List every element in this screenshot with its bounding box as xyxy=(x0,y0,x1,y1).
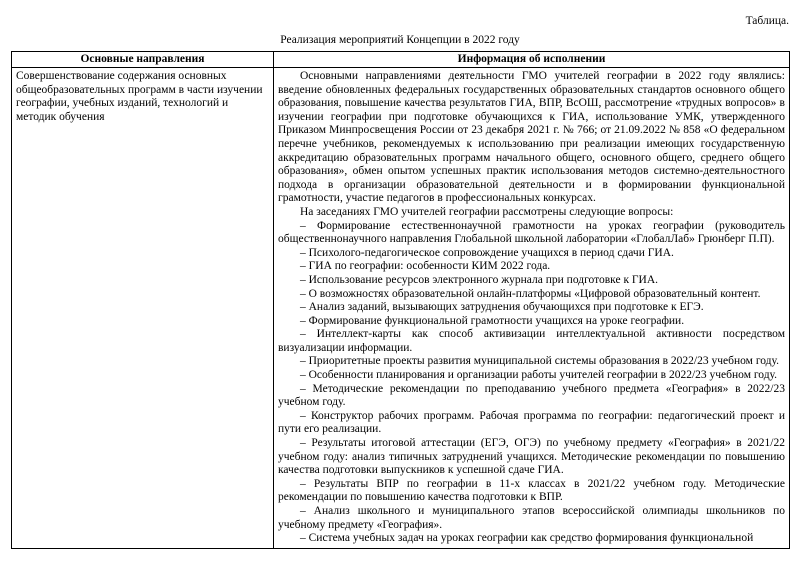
cell-direction xyxy=(12,68,274,549)
information-paragraph: – Анализ заданий, вызывающих затруднения обучающихся при подготовке к ЕГЭ. xyxy=(300,301,704,314)
information-paragraph: – Использование ресурсов электронного журнала при подготовке к ГИА. xyxy=(300,273,659,286)
column-header-information: Информация об исполнении xyxy=(274,52,790,68)
information-paragraph: – Методические рекомендации по преподаванию учебного предмета «География» в 2022/23 учебном году. xyxy=(278,382,785,409)
information-paragraph: Основными направлениями деятельности ГМО учителей географии в 2022 году являлись: введение обновленных федеральных государственных образовательных стандартов основного общего образования, повышение качества результатов ГИА, ВПР, ВсОШ, рассмотрение «трудных вопросов» в изучении географии при подготовке обучающихся к ГИА, использование УМК, утвержденного Приказом Минпросвещения России от 23 декабря 2021 г. № 766; от 21.09.2022 № 858 «О федеральном перечне учебников, рекомендуемых к использованию при реализации имеющих государственную аккредитацию образовательных программ начального общего, основного общего, среднего общего образования», обмен опытом успешных практик использования методов системно-деятельностного подхода в организации образовательной деятельности и в формировании функциональной грамотности, участие педагогов в профессиональных конкурсах. xyxy=(278,70,785,205)
information-paragraph: – ГИА по географии: особенности КИМ 2022 года. xyxy=(300,260,551,273)
implementation-table xyxy=(11,51,790,549)
page-title: Реализация мероприятий Концепции в 2022 году xyxy=(280,34,520,46)
information-paragraph: – Результаты итоговой аттестации (ЕГЭ, ОГЭ) по учебному предмету «География» в 2021/22 учебном году: анализ типичных затруднений учащихся. Методические рекомендации по повышению качества подготовки выпускников к успешной сдаче ГИА. xyxy=(278,437,785,477)
information-paragraph: – Конструктор рабочих программ. Рабочая программа по географии: педагогический проект и пути его реализации. xyxy=(278,409,785,436)
information-paragraph: – Интеллект-карты как способ активизации интеллектуальной активности посредством визуализации информации. xyxy=(278,328,785,354)
column-header-directions: Основные направления xyxy=(12,52,274,68)
information-paragraph: – Формирование естественнонаучной грамотности на уроках географии (руководитель общественнонаучного направления Глобальной школьной лаборатории «ГлобалЛаб» Грюнберг П.П). xyxy=(278,219,785,246)
information-paragraph: На заседаниях ГМО учителей географии рассмотрены следующие вопросы: xyxy=(300,205,674,218)
table-row xyxy=(12,68,790,549)
table-header-row xyxy=(12,52,790,68)
information-paragraph: – Формирование функциональной грамотности учащихся на уроке географии. xyxy=(300,314,685,327)
information-paragraph: – Результаты ВПР по географии в 11-х классах в 2021/22 учебном году. Методические рекомендации по повышению качества подготовки к ВПР. xyxy=(278,477,785,504)
information-text-block xyxy=(274,68,789,548)
cell-information xyxy=(274,68,790,549)
table-label: Таблица. xyxy=(745,15,789,27)
direction-text: Совершенствование содержания основных общеобразовательных программ в части изучении географии, учебных изданий, технологий и методик обучения xyxy=(16,70,263,123)
information-paragraph: – Приоритетные проекты развития муниципальной системы образования в 2022/23 учебном году. xyxy=(300,355,779,368)
information-paragraph: – Анализ школьного и муниципального этапов всероссийской олимпиады школьников по учебному предмету «География». xyxy=(278,505,785,531)
information-paragraph: – Психолого-педагогическое сопровождение учащихся в период сдачи ГИА. xyxy=(300,246,674,259)
direction-text-block xyxy=(12,68,273,126)
information-paragraph: – Система учебных задач на уроках географии как средство формирования функциональной xyxy=(300,532,754,545)
information-paragraph: – О возможностях образовательной онлайн-платформы «Цифровой образовательный контент. xyxy=(300,287,761,300)
information-paragraph: – Особенности планирования и организации работы учителей географии в 2022/23 учебном году. xyxy=(300,369,778,382)
